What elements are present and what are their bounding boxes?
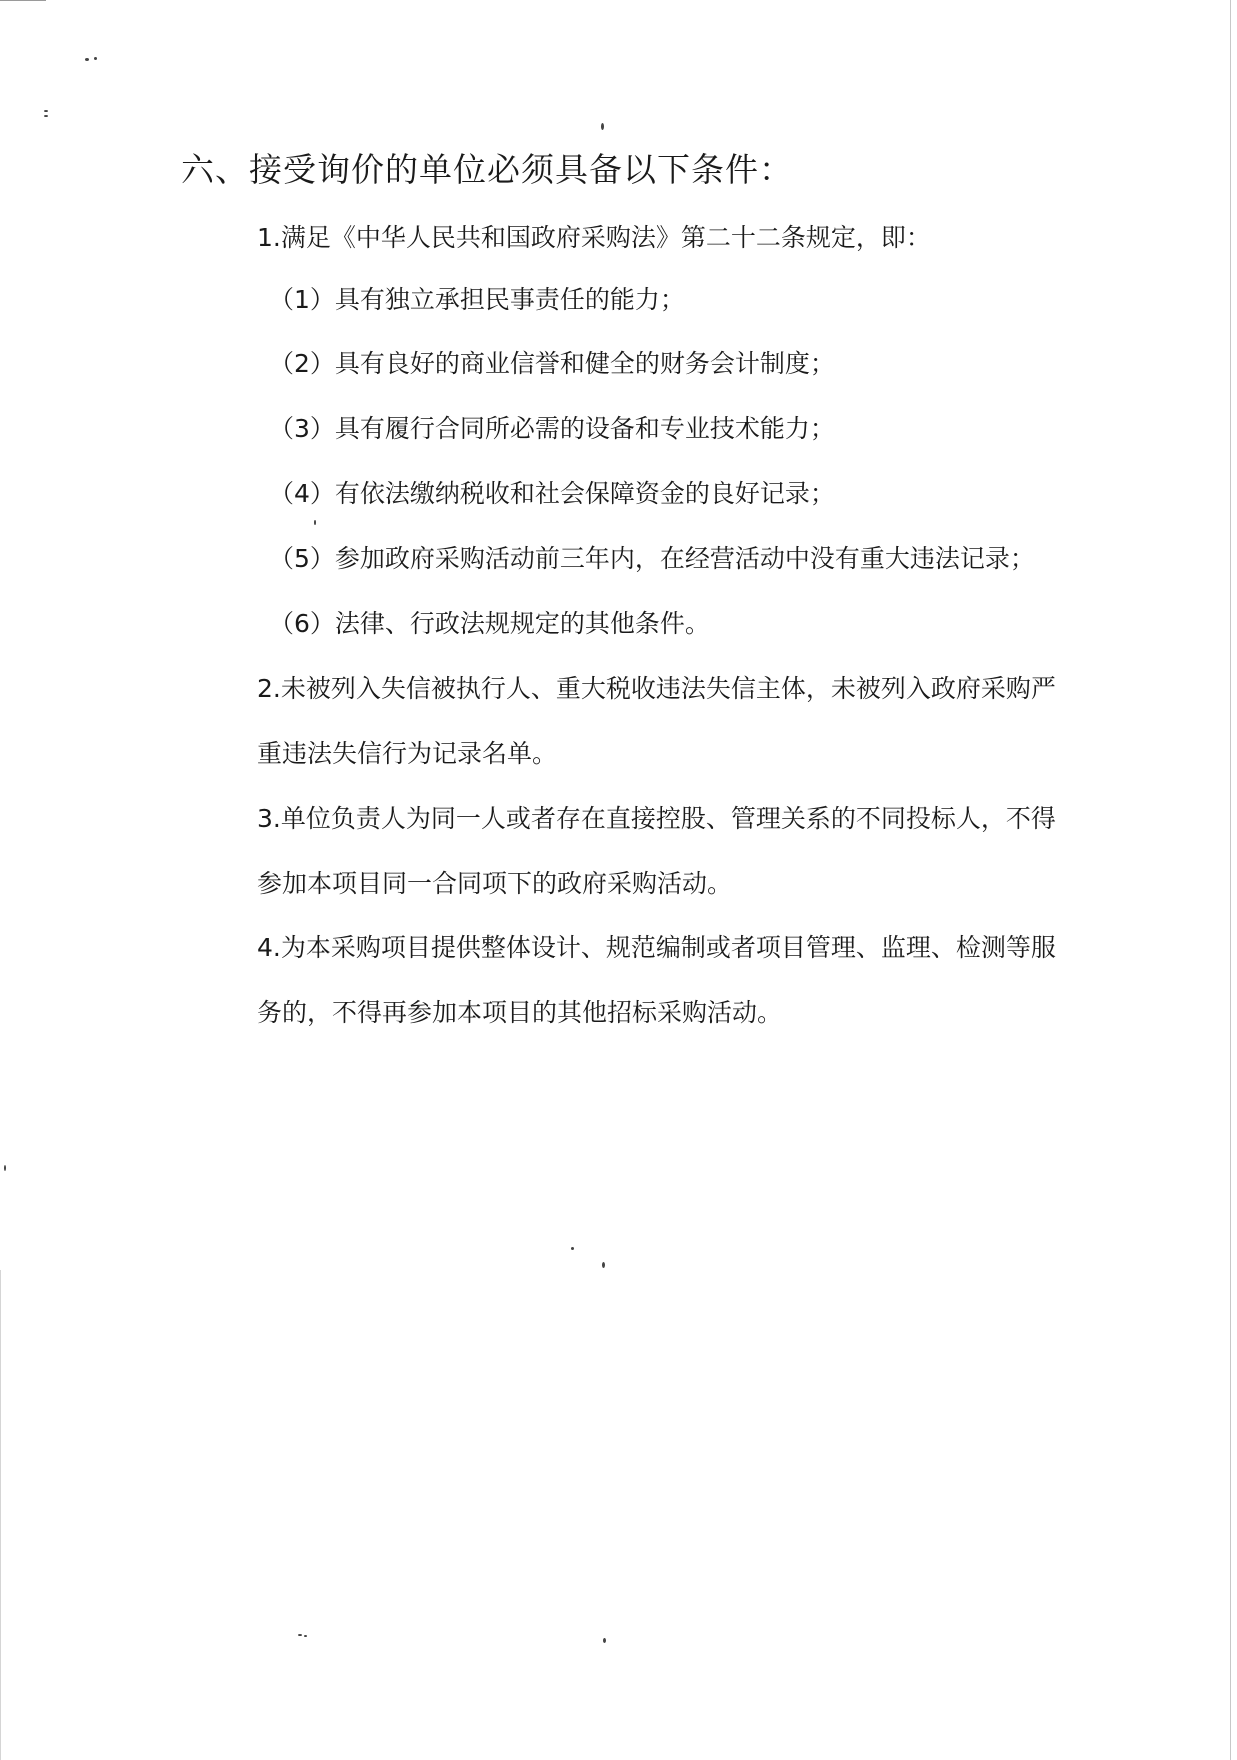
sub-item-6: （6）法律、行政法规规定的其他条件。 bbox=[269, 609, 710, 638]
sub-item-4: （4）有依法缴纳税收和社会保障资金的良好记录； bbox=[269, 479, 835, 508]
scan-speck bbox=[44, 110, 48, 112]
scan-speck bbox=[304, 1635, 307, 1637]
scan-speck bbox=[85, 58, 89, 61]
item-3-line-1: 3.单位负责人为同一人或者存在直接控股、管理关系的不同投标人，不得 bbox=[257, 804, 1056, 833]
scan-speck bbox=[44, 115, 48, 117]
item-1: 1.满足《中华人民共和国政府采购法》第二十二条规定，即： bbox=[257, 223, 931, 252]
item-4-line-2: 务的，不得再参加本项目的其他招标采购活动。 bbox=[257, 998, 783, 1027]
scan-speck bbox=[603, 1638, 606, 1643]
item-2-line-1: 2.未被列入失信被执行人、重大税收违法失信主体，未被列入政府采购严 bbox=[257, 674, 1056, 703]
scan-edge-top bbox=[0, 0, 46, 1]
sub-item-3: （3）具有履行合同所必需的设备和专业技术能力； bbox=[269, 414, 835, 443]
scan-speck bbox=[571, 1247, 574, 1250]
scan-speck bbox=[314, 520, 316, 525]
scan-speck bbox=[602, 1262, 605, 1268]
section-heading: 六、接受询价的单位必须具备以下条件： bbox=[181, 150, 793, 189]
sub-item-1: （1）具有独立承担民事责任的能力； bbox=[269, 285, 685, 314]
scan-edge-left bbox=[0, 1270, 1, 1760]
item-4-line-1: 4.为本采购项目提供整体设计、规范编制或者项目管理、监理、检测等服 bbox=[257, 933, 1056, 962]
scan-speck bbox=[601, 123, 604, 130]
scan-speck bbox=[4, 1165, 6, 1171]
item-3-line-2: 参加本项目同一合同项下的政府采购活动。 bbox=[257, 869, 733, 898]
scan-edge-right bbox=[1230, 0, 1231, 1760]
scan-speck bbox=[298, 1634, 302, 1636]
sub-item-5: （5）参加政府采购活动前三年内，在经营活动中没有重大违法记录； bbox=[269, 544, 1035, 573]
item-2-line-2: 重违法失信行为记录名单。 bbox=[257, 739, 558, 768]
scan-speck bbox=[94, 57, 97, 60]
sub-item-2: （2）具有良好的商业信誉和健全的财务会计制度； bbox=[269, 349, 835, 378]
